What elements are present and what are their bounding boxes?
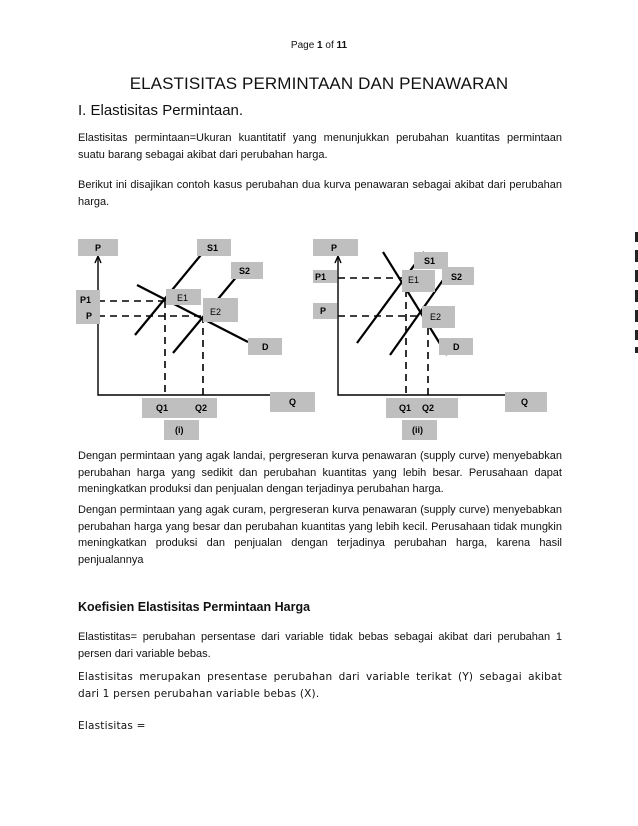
page-number xyxy=(0,40,638,51)
label-d-left: D xyxy=(262,342,269,352)
page-of: of xyxy=(325,40,334,51)
paragraph-intro-example: Berikut ini disajikan contoh kasus perubahan dua kurva penawaran sebagai akibat dari perubahan harga. xyxy=(78,179,562,208)
label-q1-left: Q1 xyxy=(156,403,169,413)
label-q-right: Q xyxy=(521,397,529,407)
diagram-right xyxy=(313,239,547,440)
label-e2-left: E2 xyxy=(210,307,222,317)
label-p-left: P xyxy=(95,243,102,253)
paragraph-elasticity-definition: Elastistitas= perubahan persentase dari variable tidak bebas sebagai akibat dari perubahan 1 persen dari variable bebas. xyxy=(78,631,562,660)
page-total: 11 xyxy=(336,40,348,51)
label-p-low-left: P xyxy=(86,311,93,321)
label-d-right: D xyxy=(453,342,460,352)
document-title: ELASTISITAS PERMINTAAN DAN PENAWARAN xyxy=(129,74,509,93)
label-p-right: P xyxy=(331,243,338,253)
label-e1-left: E1 xyxy=(177,293,189,303)
label-q1-right: Q1 xyxy=(399,403,412,413)
label-p-low-right: P xyxy=(320,306,327,316)
diagram-left xyxy=(76,239,315,440)
supply-demand-diagrams xyxy=(0,230,638,445)
label-e1-right: E1 xyxy=(408,275,420,285)
paragraph-gentle-demand: Dengan permintaan yang agak landai, pergreseran kurva penawaran (supply curve) menyebabkan perubahan harga yang sedikit dan perubahan kuantitas yang lebih besar. Perusahaan dapat meningkatkan produksi dan penjualan dengan terjadinya perubahan harga. xyxy=(78,450,562,495)
label-s1-right: S1 xyxy=(424,256,436,266)
label-p1-left: P1 xyxy=(80,295,92,305)
label-s2-right: S2 xyxy=(451,272,463,282)
label-q2-left: Q2 xyxy=(195,403,208,413)
caption-left: (i) xyxy=(175,425,184,435)
label-q-left: Q xyxy=(289,397,297,407)
section-heading-1: I. Elastisitas Permintaan. xyxy=(78,102,244,119)
page-current: 1 xyxy=(317,40,323,51)
label-s1-left: S1 xyxy=(207,243,219,253)
caption-right: (ii) xyxy=(412,425,423,435)
label-e2-right: E2 xyxy=(430,312,442,322)
axes-left xyxy=(98,258,300,395)
paragraph-steep-demand: Dengan permintaan yang agak curam, pergreseran kurva penawaran (supply curve) menyebabkan perubahan harga yang besar dan perubahan kuantitas yang lebih kecil. Perusahaan tidak mungkin meningkatkan produksi dan penjualan dengan terjadinya perubahan harga, karena hasil penjualannya xyxy=(78,504,562,566)
paragraph-definition: Elastisitas permintaan=Ukuran kuantitatif yang menunjukkan perubahan kuantitas permintaan suatu barang sebagai akibat dari perubahan harga. xyxy=(78,132,562,161)
paragraph-elasticity-variable: Elastisitas merupakan presentase perubahan dari variable terikat (Y) sebagai akibat dari 1 persen perubahan variable bebas (X). xyxy=(78,671,562,700)
label-s2-left: S2 xyxy=(239,266,251,276)
page-prefix: Page xyxy=(290,40,315,51)
label-q2-right: Q2 xyxy=(422,403,435,413)
label-p1-right: P1 xyxy=(315,272,327,282)
paragraph-elasticity-formula: Elastisitas = xyxy=(78,720,146,732)
section-heading-2: Koefisien Elastisitas Permintaan Harga xyxy=(78,600,311,614)
